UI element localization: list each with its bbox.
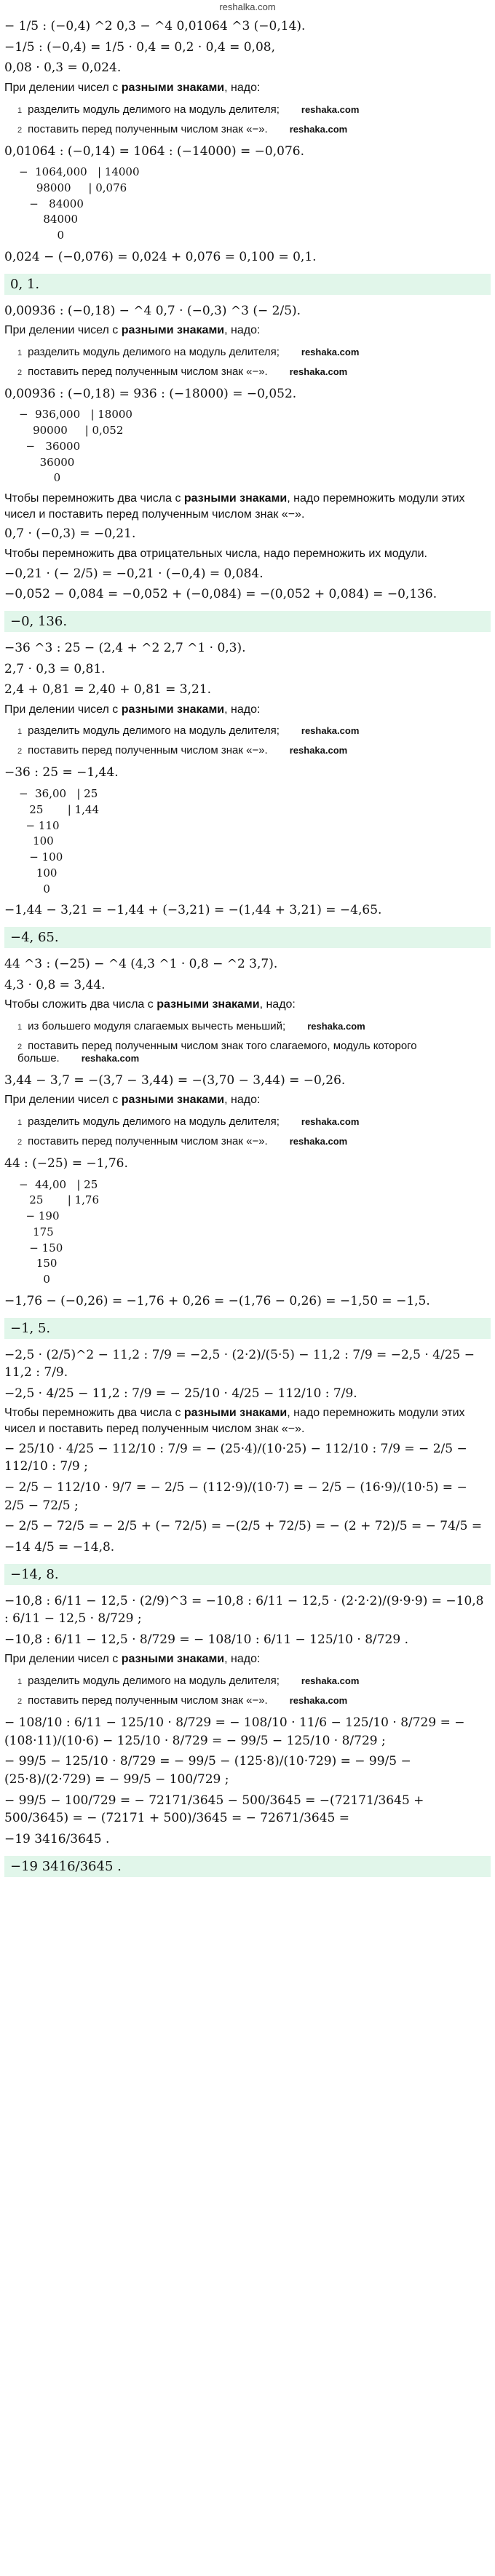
watermark: reshaka.com: [289, 1695, 348, 1707]
math-line: 0,00936 : (−0,18) − ^4 0,7 · (−0,3) ^3 (− 2/5).: [4, 303, 301, 318]
explanation-text-part: Чтобы перемножить два числа с: [4, 492, 184, 505]
math-line: −19 3416/3645 .: [4, 1831, 110, 1846]
rule-step: [17, 1694, 491, 1707]
explanation-text-part: При делении чисел с: [4, 81, 122, 94]
watermark: reshaka.com: [301, 103, 360, 115]
math-line: −36 ^3 : 25 − (2,4 + ^2 2,7 ^1 · 0,3).: [4, 640, 246, 655]
step-text: разделить модуль делимого на модуль делителя;: [28, 345, 280, 358]
step-number: 2: [17, 747, 23, 756]
rule-step: [17, 724, 491, 737]
answer-box: 0, 1.: [4, 274, 491, 295]
step-number: 2: [17, 125, 23, 135]
long-division: [19, 165, 491, 244]
bold-term: разными знаками: [157, 998, 260, 1011]
rule-step: [17, 1135, 491, 1147]
rule-step: [17, 1020, 491, 1032]
math-line: −0,052 − 0,084 = −0,052 + (−0,084) = −(0,052 + 0,084) = −0,136.: [4, 587, 437, 602]
explanation-text-part: , надо:: [259, 998, 296, 1011]
bold-term: разными знаками: [121, 1094, 225, 1107]
long-division: [19, 407, 491, 486]
math-line: −36 : 25 = −1,44.: [4, 765, 119, 781]
rule-step: [17, 123, 491, 135]
explanation-text-part: При делении чисел с: [4, 1094, 122, 1107]
explanation-text: [4, 1092, 491, 1108]
solution-content: [0, 17, 495, 1877]
long-division-body: − 936,000 | 18000 90000 | 0,052 − 36000 36000 0: [19, 408, 132, 485]
rule-step: [17, 366, 491, 378]
math-line: −1,76 − (−0,26) = −1,76 + 0,26 = −(1,76 − 0,26) = −1,50 = −1,5.: [4, 1293, 430, 1308]
math-line: − 99/5 − 100/729 = − 72171/3645 − 500/3645 = −(72171/3645 + 500/3645) = − (72171 + 500)/3645 = − 72671/3645 =: [4, 1793, 424, 1826]
bold-term: разными знаками: [121, 81, 225, 94]
math-line: −2,5 · 4/25 − 11,2 : 7/9 = − 25/10 · 4/25 − 112/10 : 7/9.: [4, 1386, 357, 1401]
explanation-text: [4, 702, 491, 718]
watermark: reshaka.com: [301, 346, 360, 357]
step-text: разделить модуль делимого на модуль делителя;: [28, 103, 280, 116]
step-number: 1: [17, 727, 23, 737]
explanation-text-part: При делении чисел с: [4, 324, 122, 337]
bold-term: разными знаками: [121, 703, 225, 716]
long-division: [19, 786, 491, 897]
step-text: поставить перед полученным числом знак «−».: [28, 122, 268, 135]
bold-term: разными знаками: [121, 324, 225, 337]
step-text: разделить модуль делимого на модуль делителя;: [28, 724, 280, 738]
step-number: 2: [17, 1697, 23, 1707]
explanation-text-part: Чтобы перемножить два отрицательных числа, надо перемножить их модули.: [4, 548, 427, 560]
site-title: reshalka.com: [219, 1, 276, 12]
math-line: 0,01064 : (−0,14) = 1064 : (−14000) = −0,076.: [4, 143, 305, 159]
math-line: 2,4 + 0,81 = 2,40 + 0,81 = 3,21.: [4, 682, 212, 698]
math-line: − 2/5 − 72/5 = − 2/5 + (− 72/5) = −(2/5 + 72/5) = − (2 + 72)/5 = − 74/5 =: [4, 1519, 483, 1534]
watermark: reshaka.com: [289, 123, 348, 135]
step-number: 2: [17, 368, 23, 377]
rule-steps: [4, 1020, 491, 1064]
bold-term: разными знаками: [121, 1653, 225, 1666]
math-line: − 1/5 : (−0,4) ^2 0,3 − ^4 0,01064 ^3 (−0,14).: [4, 19, 306, 33]
math-line: − 25/10 · 4/25 − 112/10 : 7/9 = − (25·4)/(10·25) − 112/10 : 7/9 = − 2/5 − 112/10 : 7/9 ;: [4, 1441, 467, 1474]
long-division-body: − 1064,000 | 14000 98000 | 0,076 − 84000 84000 0: [19, 165, 140, 242]
step-text: поставить перед полученным числом знак «−».: [28, 744, 268, 757]
math-line: 4,3 · 0,8 = 3,44.: [4, 977, 106, 992]
math-line: 0,7 · (−0,3) = −0,21.: [4, 526, 136, 542]
rule-steps: [4, 724, 491, 756]
math-line: −2,5 · (2/5)^2 − 11,2 : 7/9 = −2,5 · (2·2)/(5·5) − 11,2 : 7/9 = −2,5 · 4/25 − 11,2 : 7/9.: [4, 1347, 475, 1380]
explanation-text-part: , надо:: [224, 324, 261, 337]
step-number: 1: [17, 1022, 23, 1032]
long-division: [19, 1177, 491, 1288]
math-line: 0,024 − (−0,076) = 0,024 + 0,076 = 0,100 = 0,1.: [4, 249, 317, 264]
answer-box: −1, 5.: [4, 1318, 491, 1339]
rule-step: [17, 1040, 491, 1064]
explanation-text-part: Чтобы перемножить два числа с: [4, 1407, 184, 1420]
math-line: −10,8 : 6/11 − 12,5 · (2/9)^3 = −10,8 : 6/11 − 12,5 · (2·2·2)/(9·9·9) = −10,8 : 6/11 − 12,5 · 8/729 ;: [4, 1593, 484, 1627]
math-line: 0,00936 : (−0,18) = 936 : (−18000) = −0,052.: [4, 386, 297, 401]
math-line: 44 : (−25) = −1,76.: [4, 1156, 128, 1172]
watermark: reshaka.com: [289, 366, 348, 377]
bold-term: разными знаками: [183, 1407, 288, 1420]
explanation-text-part: , надо:: [224, 1653, 261, 1666]
step-number: 2: [17, 1138, 23, 1147]
rule-steps: [4, 346, 491, 378]
step-text: разделить модуль делимого на модуль делителя;: [28, 1675, 280, 1688]
math-line: −1,44 − 3,21 = −1,44 + (−3,21) = −(1,44 + 3,21) = −4,65.: [4, 903, 382, 918]
step-text: поставить перед полученным числом знак «−».: [28, 1694, 268, 1707]
step-text: поставить перед полученным числом знак того слагаемого, модуль которого больше.: [17, 1039, 417, 1064]
step-text: из большего модуля слагаемых вычесть меньший;: [28, 1019, 286, 1032]
rule-steps: [4, 103, 491, 135]
bold-term: разными знаками: [183, 492, 288, 505]
step-text: поставить перед полученным числом знак «−».: [28, 365, 268, 378]
explanation-text: [4, 1405, 491, 1437]
explanation-text: [4, 997, 491, 1013]
explanation-text-part: , надо перемножить модули этих чисел и поставить перед полученным числом знак «−».: [4, 492, 465, 521]
math-line: − 99/5 − 125/10 · 8/729 = − 99/5 − (125·8)/(10·729) = − 99/5 − (25·8)/(2·729) = − 99/5 − 100/729 ;: [4, 1754, 411, 1787]
long-division-body: − 44,00 | 25 25 | 1,76 − 190 175 − 150 150 0: [19, 1177, 99, 1287]
step-number: 1: [17, 106, 23, 115]
watermark: reshaka.com: [81, 1052, 140, 1064]
answer-box: −19 3416/3645 .: [4, 1856, 491, 1877]
math-line: −14 4/5 = −14,8.: [4, 1539, 115, 1554]
rule-step: [17, 103, 491, 116]
math-line: 3,44 − 3,7 = −(3,7 − 3,44) = −(3,70 − 3,44) = −0,26.: [4, 1072, 346, 1088]
rule-step: [17, 744, 491, 756]
watermark: reshaka.com: [301, 725, 360, 737]
step-number: 1: [17, 348, 23, 357]
math-line: −1/5 : (−0,4) = 1/5 · 0,4 = 0,2 · 0,4 = 0,08,: [4, 39, 275, 55]
step-number: 2: [17, 1042, 23, 1051]
rule-steps: [4, 1115, 491, 1147]
math-line: 44 ^3 : (−25) − ^4 (4,3 ^1 · 0,8 − ^2 3,7).: [4, 956, 278, 971]
watermark: reshaka.com: [307, 1020, 365, 1032]
explanation-text: [4, 491, 491, 522]
watermark: reshaka.com: [301, 1675, 360, 1687]
explanation-text-part: При делении чисел с: [4, 703, 122, 716]
explanation-text-part: , надо:: [224, 81, 261, 94]
explanation-text: [4, 1651, 491, 1667]
long-division-body: − 36,00 | 25 25 | 1,44 − 110 100 − 100 100 0: [19, 787, 99, 896]
step-text: разделить модуль делимого на модуль делителя;: [28, 1115, 280, 1129]
rule-step: [17, 346, 491, 358]
explanation-text-part: , надо:: [224, 1094, 261, 1107]
explanation-text-part: , надо:: [224, 703, 261, 716]
math-line: − 108/10 : 6/11 − 125/10 · 8/729 = − 108/10 · 11/6 − 125/10 · 8/729 = − (108·11)/(10·6) − 125/10 · 8/729 = − 99/5 − 125/10 · 8/729 ;: [4, 1715, 465, 1748]
step-number: 1: [17, 1118, 23, 1128]
math-line: −10,8 : 6/11 − 12,5 · 8/729 = − 108/10 : 6/11 − 125/10 · 8/729 .: [4, 1632, 408, 1647]
explanation-text-part: При делении чисел с: [4, 1653, 122, 1666]
math-line: 0,08 · 0,3 = 0,024.: [4, 60, 122, 76]
watermark: reshaka.com: [301, 1116, 360, 1128]
step-number: 1: [17, 1678, 23, 1687]
math-line: − 2/5 − 112/10 · 9/7 = − 2/5 − (112·9)/(10·7) = − 2/5 − (16·9)/(10·5) = − 2/5 − 72/5 ;: [4, 1479, 467, 1513]
rule-step: [17, 1675, 491, 1687]
answer-box: −0, 136.: [4, 611, 491, 632]
explanation-text: [4, 80, 491, 96]
math-line: 2,7 · 0,3 = 0,81.: [4, 661, 106, 676]
answer-box: −4, 65.: [4, 927, 491, 948]
watermark: reshaka.com: [289, 1136, 348, 1147]
math-line: −0,21 · (− 2/5) = −0,21 · (−0,4) = 0,084.: [4, 566, 264, 581]
answer-box: −14, 8.: [4, 1564, 491, 1585]
step-text: поставить перед полученным числом знак «−».: [28, 1135, 268, 1148]
rule-steps: [4, 1675, 491, 1707]
explanation-text-part: , надо перемножить модули этих чисел и поставить перед полученным числом знак «−».: [4, 1407, 465, 1436]
explanation-text: [4, 323, 491, 339]
explanation-text-part: Чтобы сложить два числа с: [4, 998, 157, 1011]
watermark: reshaka.com: [289, 745, 348, 756]
rule-step: [17, 1115, 491, 1128]
explanation-text: [4, 546, 491, 562]
